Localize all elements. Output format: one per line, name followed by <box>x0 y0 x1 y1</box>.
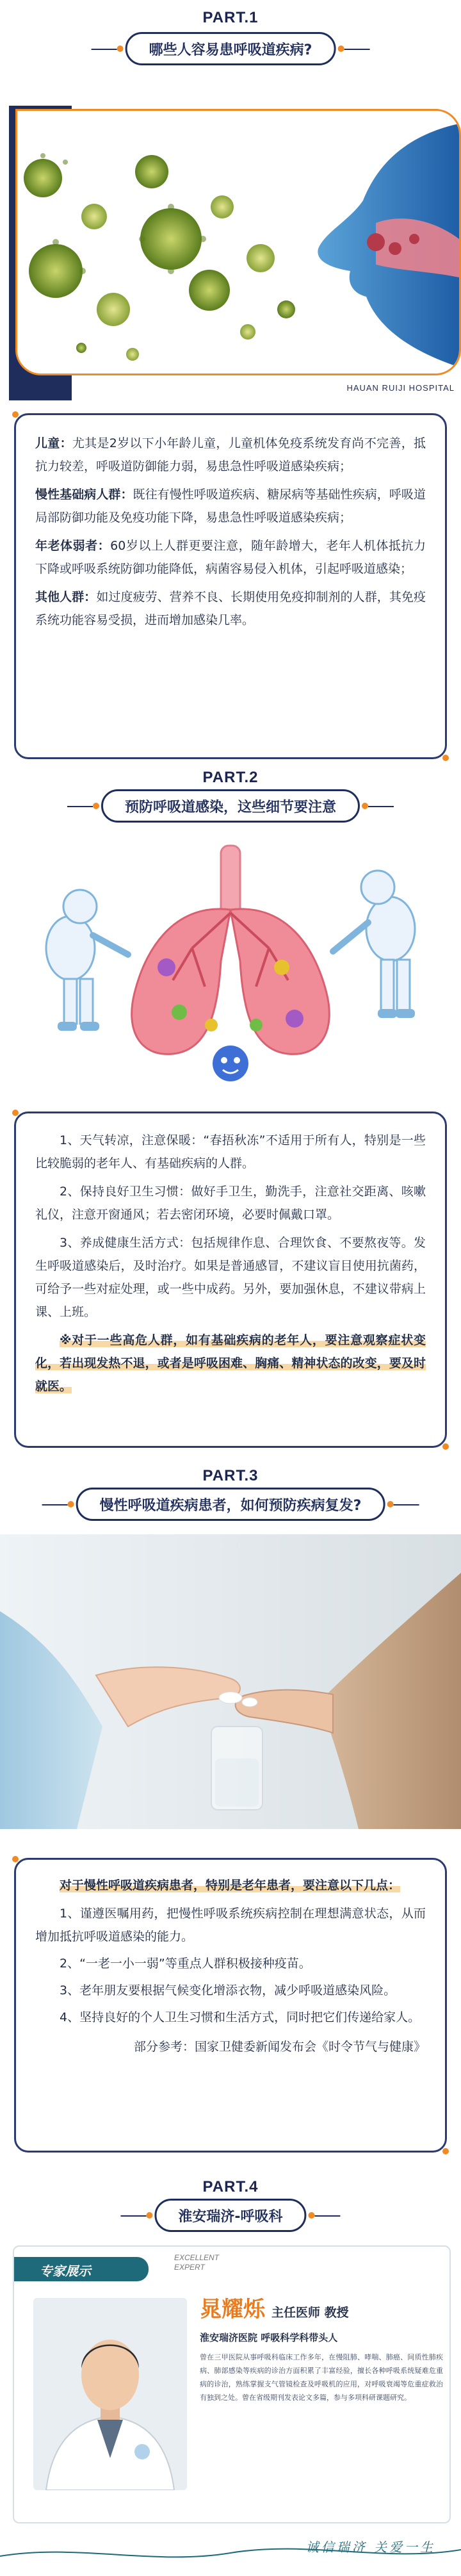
part2-heading <box>101 789 360 823</box>
germs-nose-image <box>17 111 459 373</box>
expert-tag-text: 专家展示 <box>40 2263 91 2279</box>
warning-note <box>35 1329 426 1398</box>
decor-dot <box>337 45 344 52</box>
list-item <box>35 483 426 529</box>
item-text: 既往有慢性呼吸道疾病、糖尿病等基础性疾病，呼吸道局部防御功能及免疫功能下降，易患急性呼吸道感染疾病； <box>35 488 426 525</box>
list-item: 1、谨遵医嘱用药，把慢性呼吸系统疾病控制在理想满意状态，从而增加抵抗呼吸道感染的能力。 <box>35 1907 426 1944</box>
decor-dot <box>387 1501 393 1507</box>
hands-pills-image <box>0 1534 461 1829</box>
expert-en-2: EXPERT <box>174 2263 205 2272</box>
medicine-photo <box>0 1534 461 1829</box>
part3-card <box>14 1858 447 2153</box>
intro-text: 对于慢性呼吸道疾病患者，特别是老年患者，要注意以下几点： <box>60 1878 401 1892</box>
footer <box>0 2531 461 2569</box>
decor-line <box>344 49 369 50</box>
part3-list <box>16 1860 445 2072</box>
part3-label: PART.3 <box>202 1467 259 1484</box>
decor-dot <box>117 45 124 52</box>
expert-en <box>174 2253 219 2272</box>
part3-heading-text: 慢性呼吸道疾病患者，如何预防疾病复发? <box>99 1497 362 1514</box>
expert-card <box>13 2245 451 2523</box>
part2-list <box>16 1113 445 1413</box>
list-item: 1、天气转凉，注意保暖：“春捂秋冻”不适用于所有人，特别是一些比较脆弱的老年人、有基础疾病的人群。 <box>35 1133 426 1170</box>
decor-dot <box>309 2212 315 2219</box>
expert-en-1: EXCELLENT <box>174 2253 220 2262</box>
list-item: 3、老年朋友要根据气候变化增添衣物，减少呼吸道感染风险。 <box>60 1983 396 1998</box>
warning-text: ※对于一些高危人群，如有基础疾病的老年人，要注意观察症状变化，若出现发热不退，或者是呼吸困难、胸痛、精神状态的改变，要及时就医。 <box>35 1333 426 1393</box>
doctor-title: 主任医师 教授 <box>271 2306 349 2320</box>
list-item <box>35 586 426 632</box>
list-item: 2、“一老一小一弱”等重点人群积极接种疫苗。 <box>60 1957 311 1971</box>
item-text: 如过度疲劳、营养不良、长期使用免疫抑制剂的人群，其免疫系统功能容易受损，进而增加感染几率。 <box>35 590 426 627</box>
part1-label: PART.1 <box>202 9 259 26</box>
part2-card <box>14 1112 447 1448</box>
part1-list <box>16 415 445 648</box>
expert-tag <box>14 2257 149 2281</box>
germ-mascot <box>213 1046 248 1081</box>
source-note: 部分参考：国家卫健委新闻发布会《时令节气与健康》 <box>133 2040 426 2054</box>
part1-heading-text: 哪些人容易患呼吸道疾病? <box>149 42 312 58</box>
decor-line <box>368 806 394 807</box>
doctor-info <box>200 2292 443 2404</box>
lungs-illustration <box>19 833 442 1089</box>
item-title: 其他人群： <box>35 590 97 604</box>
decor-dot <box>442 2148 449 2154</box>
decor-dot <box>12 411 19 418</box>
part2-label: PART.2 <box>202 769 259 786</box>
decor-line <box>120 2215 146 2217</box>
doctor-bio: 曾在三甲医院从事呼吸科临床工作多年，在慢阻肺、哮喘、肺癌、间质性肺疾病、肺部感染等疾病的诊治方面积累了丰富经验，擅长各种呼吸系统疑难危重病的诊治，熟练掌握支气管镜检查及呼吸机的应用，对呼吸衰竭等危重症救治有独到之处。曾在省级期刊发表论文多篇，参与多项科研课题研究。 <box>200 2353 443 2402</box>
doctor-portrait <box>33 2298 187 2490</box>
list-item: 2、保持良好卫生习惯：做好手卫生，勤洗手，注意社交距离、咳嗽礼仪，注意开窗通风；若去密闭环境，必要时佩戴口罩。 <box>35 1185 426 1222</box>
doctor-photo <box>33 2298 187 2490</box>
list-item: 3、养成健康生活方式：包括规律作息、合理饮食、不要熬夜等。发生呼吸道感染后，及时治疗。如果是普通感冒，不建议盲目使用抗菌药，可给予一些对症处理，或一些中成药。另外，要加强休息，不建议带病上课、上班。 <box>35 1236 426 1319</box>
decor-dot <box>68 1501 74 1507</box>
doctor-name: 晁耀烁 <box>200 2297 265 2322</box>
decor-line <box>67 806 93 807</box>
decor-dot <box>12 1110 19 1116</box>
hero-illustration <box>15 109 461 375</box>
decor-dot <box>12 1856 19 1862</box>
item-title: 慢性基础病人群： <box>35 488 133 502</box>
item-text: 60岁以上人群更要注意，随年龄增大，老年人机体抵抗力下降或呼吸系统防御功能降低，病菌容易侵入机体，引起呼吸道感染； <box>35 539 426 576</box>
decor-line <box>92 49 117 50</box>
part4-heading <box>154 2199 306 2232</box>
part1-card <box>14 413 447 759</box>
intro-note <box>35 1874 426 1897</box>
part4-heading-text: 淮安瑞济-呼吸科 <box>178 2208 283 2225</box>
decor-dot <box>442 755 449 761</box>
part4-label: PART.4 <box>202 2178 259 2195</box>
decor-dot <box>146 2212 152 2219</box>
footer-slogan: 诚信瑞济 关爱一生 <box>305 2539 435 2555</box>
list-item <box>35 432 426 478</box>
item-title: 年老体弱者： <box>35 539 111 553</box>
part2-heading-text: 预防呼吸道感染，这些细节要注意 <box>124 799 337 816</box>
decor-line <box>42 1504 68 1505</box>
part3-heading <box>76 1488 385 1521</box>
list-item <box>35 534 426 580</box>
decor-dot <box>362 803 368 809</box>
item-text: 尤其是2岁以下小年龄儿童，儿童机体免疫系统发育尚不完善，抵抗力较差，呼吸道防御能力弱，易患急性呼吸道感染疾病； <box>35 436 426 473</box>
item-title: 儿童： <box>35 436 72 450</box>
dept-line: 淮安瑞济医院 呼吸科学科带头人 <box>200 2332 338 2343</box>
decor-line <box>393 1504 419 1505</box>
lungs-image <box>19 833 442 1089</box>
decor-dot <box>93 803 99 809</box>
decor-line <box>315 2215 341 2217</box>
hospital-caption: HAUAN RUIJI HOSPITAL <box>346 383 455 393</box>
list-item: 4、坚持良好的个人卫生习惯和生活方式，同时把它们传递给家人。 <box>60 2010 421 2024</box>
decor-dot <box>442 1443 449 1450</box>
part1-heading <box>125 32 336 65</box>
